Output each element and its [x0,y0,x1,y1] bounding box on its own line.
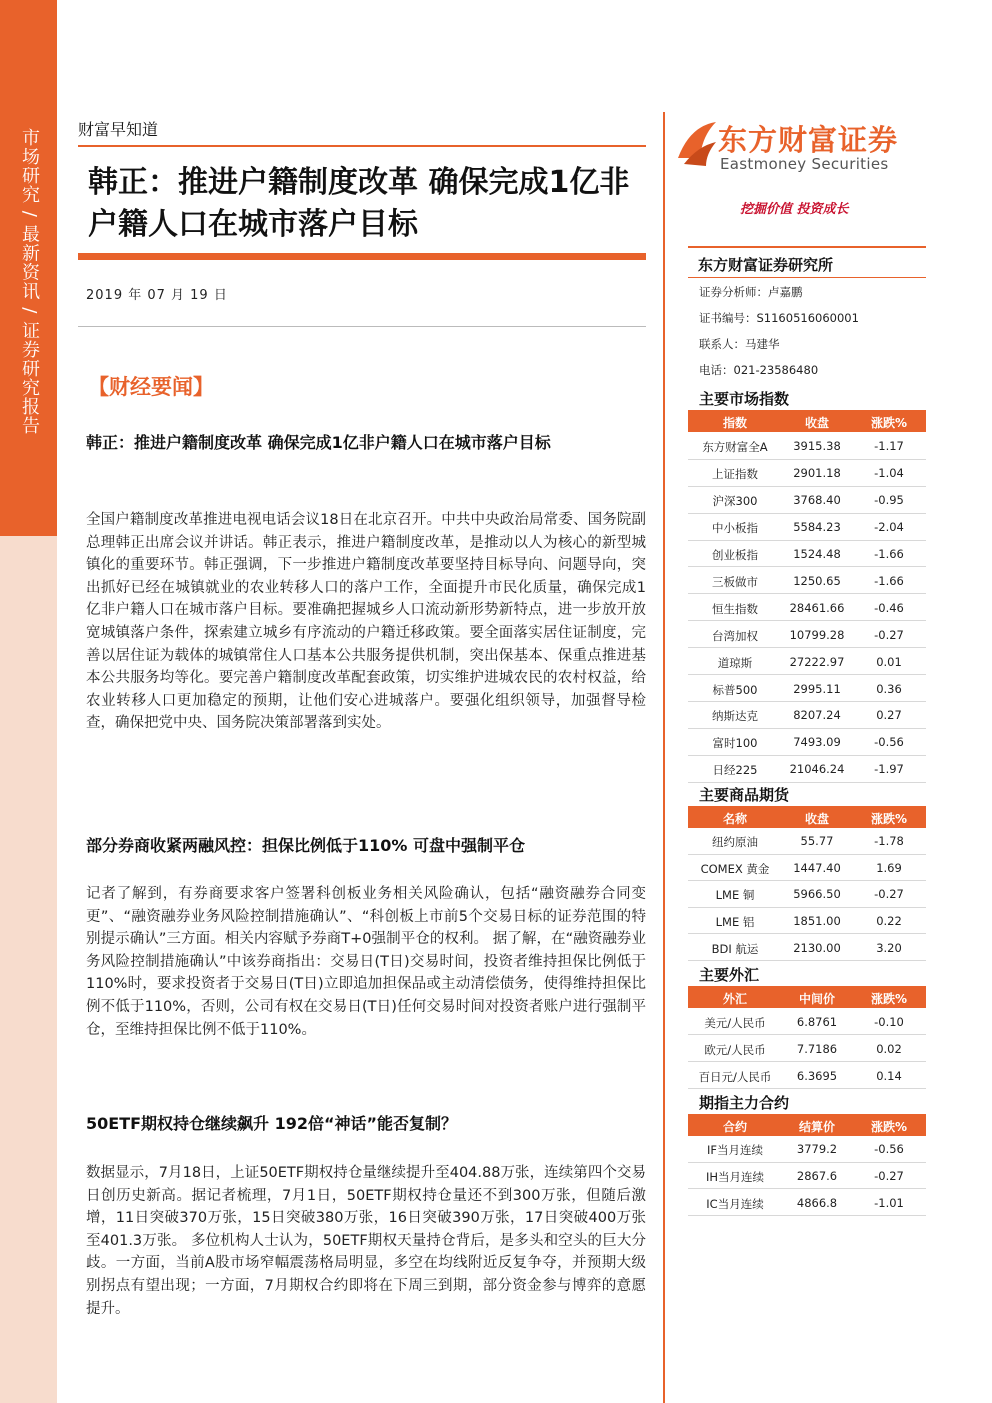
column-header: 名称 [722,812,747,826]
commodity-table-header [688,806,926,828]
news-body-2: 记者了解到，有券商要求客户签署科创板业务相关风险确认，包括“融资融券合同变更”、“融资融券业务风险控制措施确认”、“科创板上市前5个交易日标的证券范围的特别提示确认”三方面。相关内容赋予券商T+0强制平仓的权利。 据了解，在“融资融券业务风险控制措施确认”中该券商指出：交易日(T日)交易时间，投资者维持担保比例低于110%时，要求投资者于交易日(T日)立即追加担保品或主动清偿债务，使得维持担保比例不低于110%，否则，公司有权在交易日(T日)任何交易时间对投资者账户进行强制平仓，至维持担保比例不低于110%。 [86,886,646,1038]
table-cell: -0.56 [874,735,904,750]
table-cell: -0.27 [874,887,904,902]
table-row [688,1136,926,1163]
table-cell: 2995.11 [793,681,841,696]
table-cell: 21046.24 [789,762,845,777]
contact-phone: 电话：021-23586480 [699,363,819,377]
table-row [688,648,926,675]
table-cell: 3779.2 [796,1142,838,1157]
certificate-number: 证书编号：S1160516060001 [699,311,859,325]
table-row [688,541,926,568]
table-row [688,1163,926,1190]
column-header: 合约 [722,1120,747,1134]
table-cell: -0.27 [874,1169,904,1184]
table-cell: 中小板指 [712,521,758,536]
table-cell: 欧元/人民币 [704,1042,766,1057]
table-row [688,1008,926,1035]
table-cell: 1851.00 [793,914,841,929]
table-row [688,568,926,595]
table-cell: 创业板指 [712,548,758,563]
page-title: 韩正：推进户籍制度改革 确保完成1亿非户籍人口在城市落户目标 [88,165,630,242]
table-row [688,702,926,729]
table-cell: 0.27 [876,708,902,723]
date-rule [78,326,646,327]
table-cell: 3768.40 [793,493,841,508]
table-cell: 0.22 [876,914,902,929]
column-divider [663,112,665,1403]
table-cell: 1524.48 [793,547,841,562]
table-cell: 0.36 [876,681,902,696]
table-cell: 三板做市 [712,574,758,589]
table-cell: 7.7186 [796,1041,838,1056]
table-cell: -1.97 [874,762,904,777]
table-row [688,1062,926,1089]
table-cell: 10799.28 [789,627,845,642]
table-cell: -1.17 [874,439,904,454]
futures-table-header [688,1114,926,1136]
table-cell: 道琼斯 [717,655,753,670]
table-cell: 2901.18 [793,466,841,481]
table-row [688,855,926,882]
table-row [688,487,926,514]
section-tag: 【财经要闻】 [88,375,214,399]
table-cell: 美元/人民币 [704,1015,766,1030]
table-cell: -1.04 [874,466,904,481]
table-row [688,756,926,783]
table-cell: 1250.65 [793,573,841,588]
column-header: 涨跌% [870,812,908,826]
table-cell: BDI 航运 [711,941,759,956]
table-row [688,934,926,961]
table-row [688,828,926,855]
table-cell: -0.27 [874,627,904,642]
table-cell: 6.3695 [796,1068,838,1083]
news-body-3: 数据显示，7月18日，上证50ETF期权持仓量继续提升至404.88万张，连续第四个交易日创历史新高。据记者梳理，7月1日，50ETF期权持仓量还不到300万张，但随后激增，11日突破370万张，15日突破380万张，16日突破390万张，17日突破400万张至401.3万张。 多位机构人士认为，50ETF期权天量持仓背后，是多头和空头的巨大分歧。一方面，当前A股市场窄幅震荡格局明显，多空在均线附近反复争夺，并预期大级别拐点有望出现；一方面，7月期权合约即将在下周三到期，部分资金参与博弈的意愿提升。 [86,1165,646,1317]
table-cell: 2130.00 [793,940,841,955]
institute-name: 东方财富证券研究所 [698,256,834,274]
table-cell: 28461.66 [789,600,845,615]
table-cell: 8207.24 [793,708,841,723]
table-cell: 沪深300 [712,494,758,509]
table-row [688,908,926,935]
table-row [688,1189,926,1216]
side-band-label: 市场研究 / 最新资讯 / 证券研究报告 [19,128,40,436]
report-date: 2019 年 07 月 19 日 [86,288,228,303]
institute-rule-top [688,246,926,248]
table-cell: LME 铜 [715,888,755,903]
table-cell: 55.77 [800,834,834,849]
news-title-1: 韩正：推进户籍制度改革 确保完成1亿非户籍人口在城市落户目标 [86,433,551,452]
table-cell: -1.66 [874,547,904,562]
table-cell: LME 铝 [715,915,755,930]
news-title-2: 部分券商收紧两融风控：担保比例低于110% 可盘中强制平仓 [86,836,526,855]
table-cell: 上证指数 [712,467,758,482]
table-cell: -0.10 [874,1014,904,1029]
table-cell: 6.8761 [796,1014,838,1029]
table-cell: -0.46 [874,600,904,615]
table-cell: 3.20 [876,940,902,955]
column-header: 结算价 [798,1120,835,1134]
table-cell: 0.01 [876,654,902,669]
table-cell: COMEX 黄金 [700,861,770,876]
table-cell: -1.66 [874,573,904,588]
forex-table-title: 主要外汇 [699,966,760,984]
table-row [688,514,926,541]
table-cell: 3915.38 [793,439,841,454]
futures-table-title: 期指主力合约 [699,1094,790,1112]
side-band [0,0,57,1403]
column-header: 收盘 [804,812,829,826]
brand-name-en: Eastmoney Securities [720,155,889,173]
brand-name-cn: 东方财富证券 [718,123,899,157]
table-cell: 7493.09 [793,735,841,750]
table-cell: -1.01 [874,1195,904,1210]
column-header: 涨跌% [870,1120,908,1134]
table-cell: 标普500 [712,682,758,697]
table-cell: 5966.50 [793,887,841,902]
table-row [688,1035,926,1062]
column-header: 外汇 [722,992,747,1006]
table-cell: 2867.6 [796,1169,838,1184]
news-title-3: 50ETF期权持仓继续飙升 192倍“神话”能否复制？ [86,1114,458,1133]
table-cell: 27222.97 [789,654,845,669]
column-name: 财富早知道 [78,120,159,139]
table-cell: 台湾加权 [712,628,758,643]
contact-person: 联系人：马建华 [699,337,780,351]
table-cell: 纳斯达克 [712,709,758,724]
title-rule-bottom [78,253,646,260]
table-cell: 纽约原油 [712,835,758,850]
table-cell: 富时100 [712,736,758,751]
commodity-table-title: 主要商品期货 [699,786,790,804]
table-cell: -0.56 [874,1142,904,1157]
table-cell: 1.69 [876,860,902,875]
news-body-1: 全国户籍制度改革推进电视电话会议18日在北京召开。中共中央政治局常委、国务院副总理韩正出席会议并讲话。韩正表示，推进户籍制度改革，是推动以人为核心的新型城镇化的重要环节。韩正强调，下一步推进户籍制度改革要坚持目标导向、问题导向，突出抓好已经在城镇就业的农业转移人口的落户工作，全面提升市民化质量，确保完成1亿非户籍人口在城市落户目标。要准确把握城乡人口流动新形势新特点，进一步放开放宽城镇落户条件，探索建立城乡有序流动的户籍迁移政策。要全面落实居住证制度，完善以居住证为载体的城镇常住人口基本公共服务提供机制，突出保基本、保重点推进基本公共服务均等化。要完善户籍制度改革配套政策，切实维护进城农民的农村权益，给农业转移人口更加稳定的预期，让他们安心进城落户。要强化组织领导，加强督导检查，确保把党中央、国务院决策部署落到实处。 [86,512,646,732]
table-row [688,729,926,756]
table-cell: 日经225 [712,763,758,778]
column-header: 涨跌% [870,992,908,1006]
forex-table-header [688,986,926,1008]
table-row [688,881,926,908]
market-index-table-title: 主要市场指数 [699,390,790,408]
table-cell: IH当月连续 [705,1170,765,1185]
title-rule-top [78,145,646,147]
analyst-name: 证券分析师：卢嘉鹏 [699,285,803,299]
institute-rule-bottom [688,277,926,278]
table-cell: 4866.8 [796,1195,838,1210]
table-row [688,594,926,621]
table-cell: 0.14 [876,1068,902,1083]
table-cell: 百日元/人民币 [698,1069,772,1084]
table-cell: IC当月连续 [706,1196,764,1211]
column-header: 涨跌% [870,416,908,430]
table-cell: 恒生指数 [712,601,758,616]
table-row [688,621,926,648]
column-header: 指数 [722,416,747,430]
column-header: 收盘 [804,416,829,430]
table-cell: 5584.23 [793,520,841,535]
table-cell: -2.04 [874,520,904,535]
table-cell: 1447.40 [793,860,841,875]
table-row [688,433,926,460]
table-row [688,460,926,487]
brand-slogan: 挖掘价值 投资成长 [740,202,849,217]
table-cell: IF当月连续 [706,1143,763,1158]
market-index-table-header [688,410,926,432]
column-header: 中间价 [798,992,835,1006]
table-row [688,675,926,702]
table-cell: 东方财富全A [702,440,768,455]
table-cell: -1.78 [874,834,904,849]
table-cell: 0.02 [876,1041,902,1056]
table-cell: -0.95 [874,493,904,508]
